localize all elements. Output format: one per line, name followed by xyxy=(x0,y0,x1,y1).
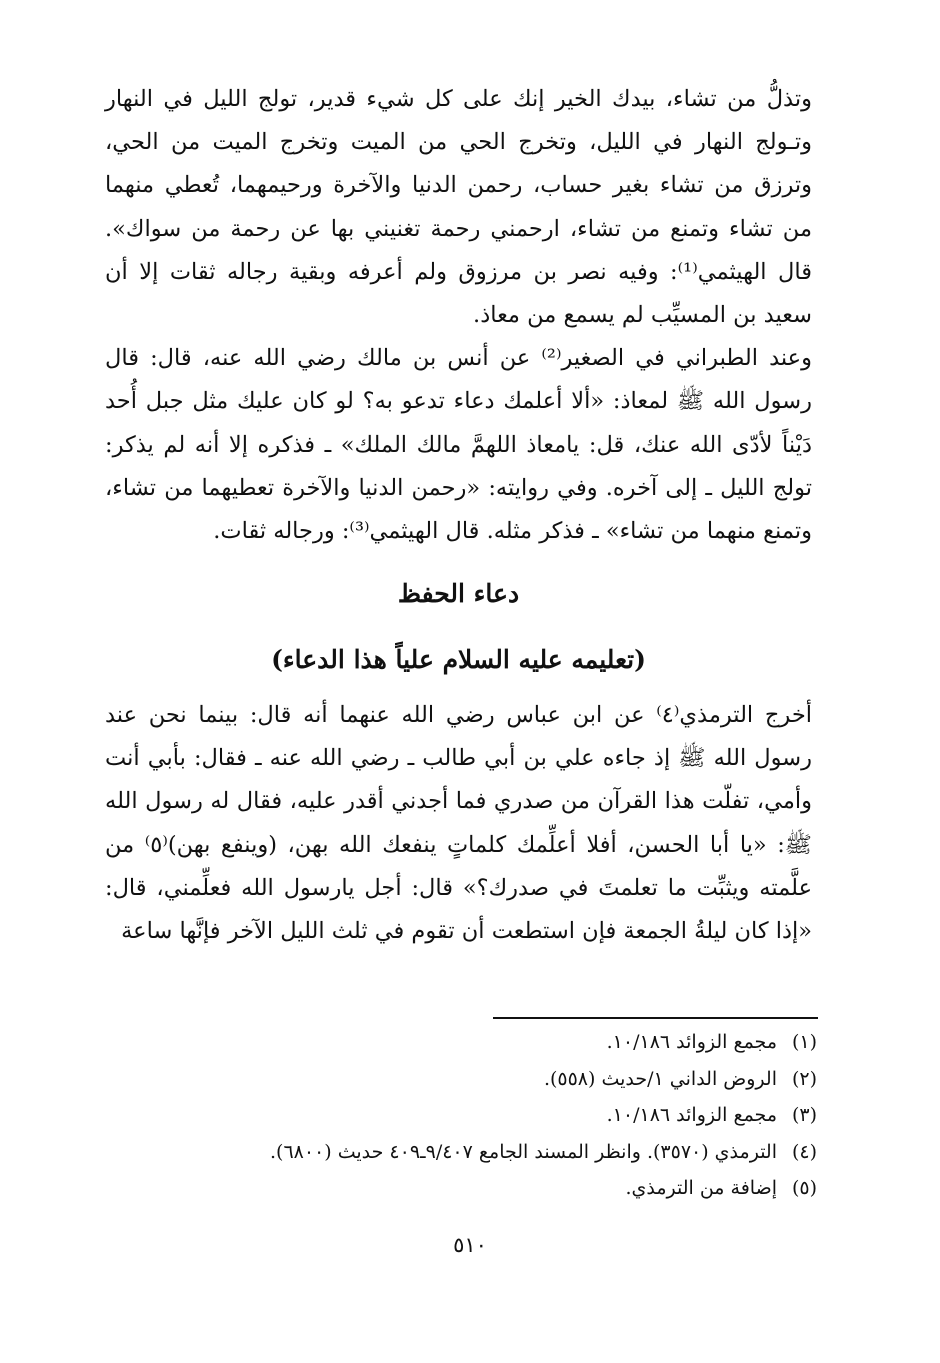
footnote-text: مجمع الزوائد ١٠/١٨٦. xyxy=(606,1031,777,1053)
footnote-number: (٥) xyxy=(791,1177,817,1199)
paragraph-1: وتذلُّ من تشاء، بيدك الخير إنك على كل شيء قدير، تولج الليل في النهار وتـولج النهار في الليل، وتخرج الحي من الميت وتخرج الميت من الحي، وترزق من تشاء بغير حساب، رحمن الدنيا والآخرة ورحيمهما، تُعطي منهما من تشاء وتمنع من تشاء، ارحمني رحمة تغنيني بها عن رحمة من سواك». قال الهيثمي⁽¹⁾: وفيه نصر بن مرزوق ولم أعرفه وبقية رجاله ثقات إلا أن سعيد بن المسيِّب لم يسمع من معاذ. xyxy=(105,86,812,329)
footnote-text: مجمع الزوائد ١٠/١٨٦. xyxy=(606,1104,777,1126)
footnote-text: إضافة من الترمذي. xyxy=(625,1177,777,1199)
footnote-item xyxy=(105,1134,817,1171)
bottom-text-block xyxy=(105,694,812,953)
footnote-number: (٤) xyxy=(791,1140,817,1163)
footnote-number: (١) xyxy=(791,1031,817,1053)
footnote-text: الترمذي (٣٥٧٠). وانظر المسند الجامع ٩/٤٠٧ـ٤٠٩ حديث (٦٨٠٠). xyxy=(269,1140,777,1163)
top-text-block xyxy=(105,78,812,553)
paragraph-3: أخرج الترمذي⁽٤⁾ عن ابن عباس رضي الله عنهما أنه قال: بينما نحن عند رسول الله ﷺ إذ جاءه علي بن أبي طالب ـ رضي الله عنه ـ فقال: بأبي أنت وأمي، تفلّت هذا القرآن من صدري فما أجدني أقدر عليه، فقال له رسول الله ﷺ: «يا أبا الحسن، أفلا أعلِّمك كلماتٍ ينفعك الله بهن، (وينفع بهن)⁽٥⁾ من علَّمته ويثبِّت ما تعلمتَ في صدرك؟» قال: أجل يارسول الله فعلِّمني، قال: «إذا كان ليلةُ الجمعة فإن استطعت أن تقوم في ثلث الليل الآخر فإنَّها ساعة xyxy=(105,702,813,945)
footnotes xyxy=(105,1024,817,1207)
paragraph-2: وعند الطبراني في الصغير⁽²⁾ عن أنس بن مالك رضي الله عنه، قال: قال رسول الله ﷺ لمعاذ: «ألا أعلمك دعاء تدعو به؟ لو كان عليك مثل جبل أُحد دَيْناً لأدّى الله عنك، قل: يامعاذ اللهمَّ مالك الملك» ـ فذكره إلا أنه لم يذكر: تولج الليل ـ إلى آخره. وفي روايته: «رحمن الدنيا والآخرة تعطيهما من تشاء، وتمنع منهما من تشاء» ـ فذكر مثله. قال الهيثمي⁽³⁾: ورجاله ثقات. xyxy=(105,345,812,545)
footnote-text: الروض الداني ١/حديث (٥٥٨). xyxy=(543,1067,777,1090)
section-subheading: (تعليمه عليه السلام علياً هذا الدعاء) xyxy=(271,645,646,674)
footnote-item xyxy=(105,1061,817,1098)
footnote-separator xyxy=(493,1017,818,1019)
footnote-item xyxy=(105,1170,817,1207)
footnote-item xyxy=(105,1097,817,1134)
footnote-item xyxy=(105,1024,817,1061)
page-number: ٥١٠ xyxy=(453,1233,487,1257)
footnote-number: (٣) xyxy=(791,1104,817,1126)
footnote-number: (٢) xyxy=(791,1067,817,1090)
section-heading: دعاء الحفظ xyxy=(397,579,520,608)
